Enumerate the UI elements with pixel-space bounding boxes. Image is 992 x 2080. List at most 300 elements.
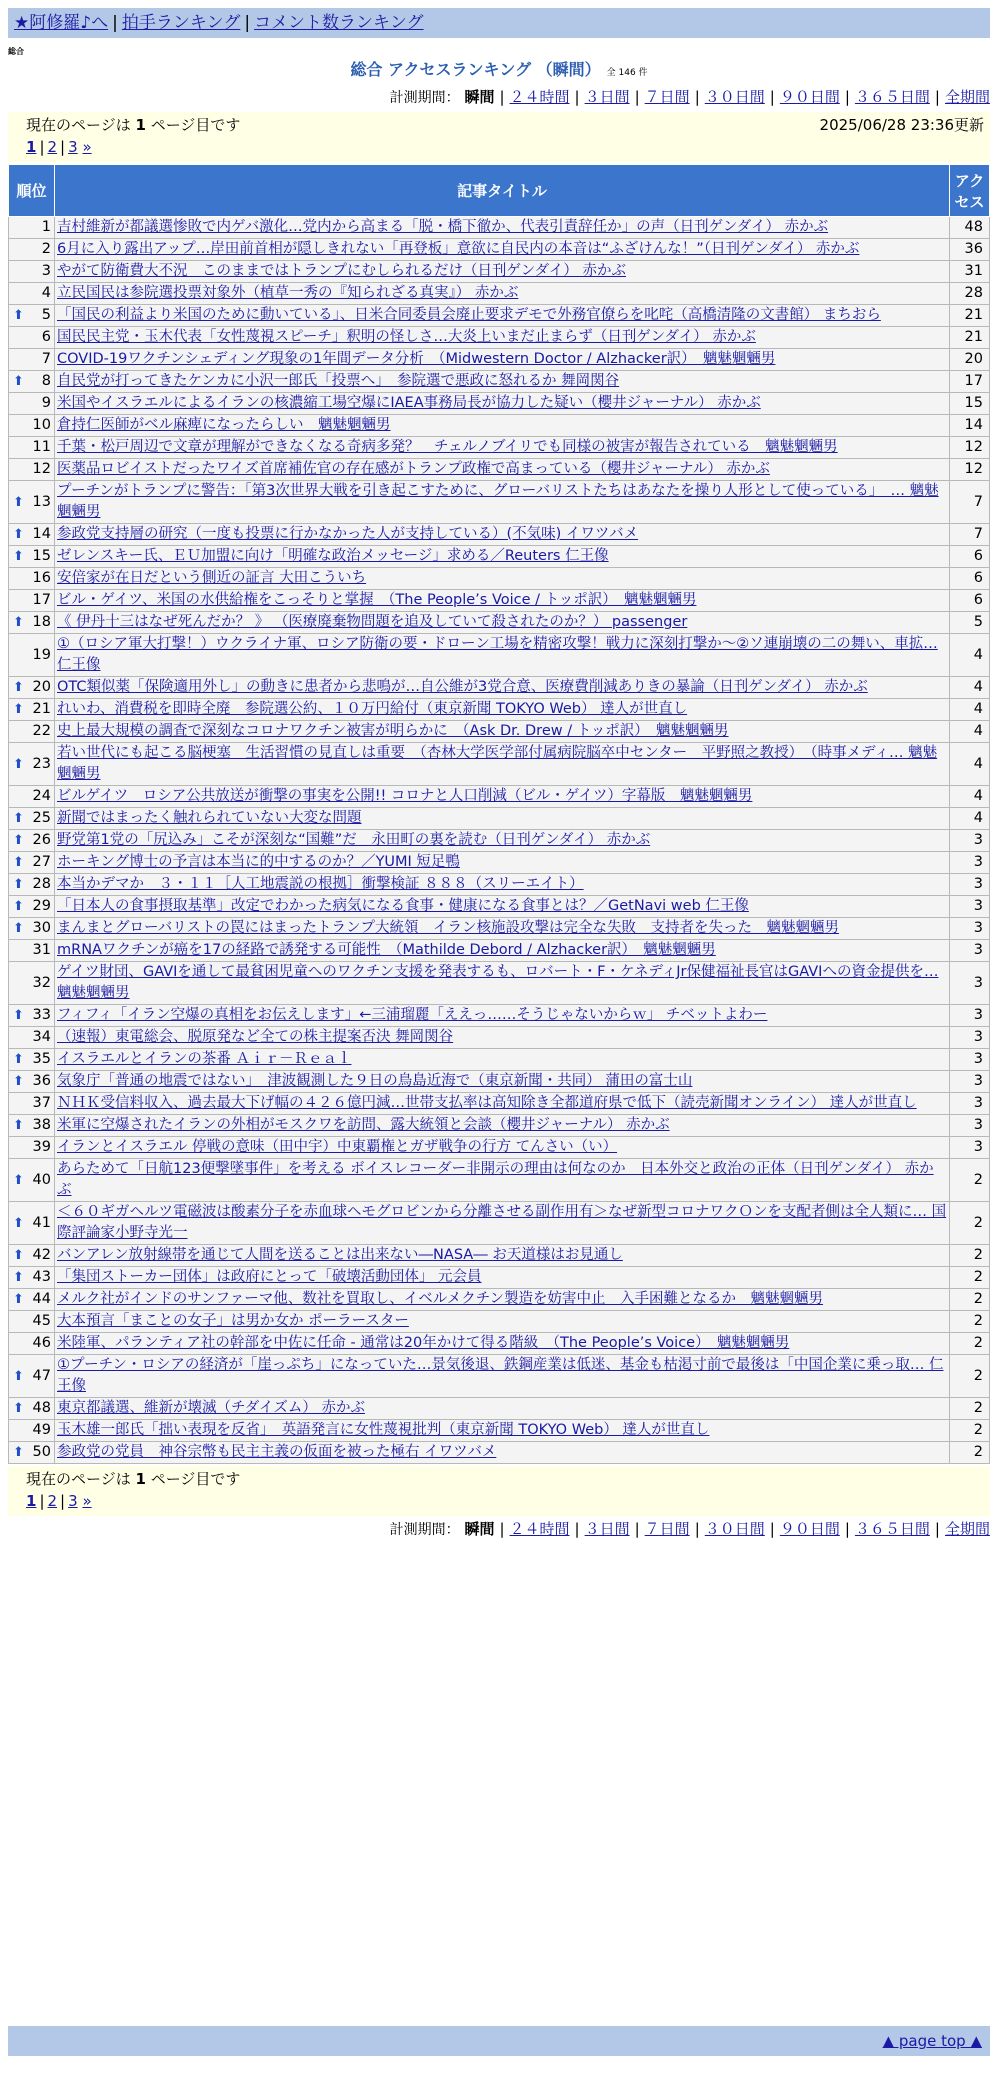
period-365d[interactable]: ３６５日間 xyxy=(854,1520,930,1538)
rank-cell xyxy=(9,962,55,1005)
page-link-current[interactable]: 1 xyxy=(26,138,37,156)
home-link[interactable]: ★阿修羅♪へ xyxy=(14,13,109,33)
page-link-3[interactable]: 3 xyxy=(68,1492,78,1510)
ranking-heading xyxy=(8,60,990,83)
rank-cell xyxy=(9,568,55,590)
rank-number: 38 xyxy=(32,1117,51,1133)
rank-cell xyxy=(9,677,55,699)
article-title-link[interactable]: プーチンがトランプに警告：「第3次世界大戦を引き起こすために、グローバリストたちはあなたを操り人形として使っている」 … 魑魅魍魎男 xyxy=(57,483,939,520)
title-cell xyxy=(55,481,950,524)
access-count: 3 xyxy=(950,1115,990,1137)
rank-up-arrow-icon: ⬆ xyxy=(13,899,24,914)
rank-number: 5 xyxy=(41,307,51,323)
rank-number: 43 xyxy=(32,1269,51,1285)
article-title-link[interactable]: 気象庁「普通の地震ではない」 津波観測した９日の鳥島近海で（東京新聞・共同） 蒲田の富士山 xyxy=(57,1073,693,1089)
period-3d[interactable]: ３日間 xyxy=(584,1520,630,1538)
rank-number: 39 xyxy=(32,1139,51,1155)
table-row xyxy=(9,393,990,415)
access-count: 6 xyxy=(950,546,990,568)
rank-cell xyxy=(9,1159,55,1202)
access-count: 3 xyxy=(950,1027,990,1049)
period-3d[interactable]: ３日間 xyxy=(584,88,630,106)
rank-number: 18 xyxy=(32,614,51,630)
access-count: 2 xyxy=(950,1398,990,1420)
rank-number: 33 xyxy=(32,1007,51,1023)
table-row xyxy=(9,1071,990,1093)
applause-ranking-link[interactable]: 拍手ランキング xyxy=(121,13,241,33)
period-all[interactable]: 全期間 xyxy=(944,88,990,106)
access-count: 3 xyxy=(950,830,990,852)
article-title-link[interactable]: ①プーチン・ロシアの経済が「崖っぷち」になっていた…景気後退、鉄鋼産業は低迷、基金も枯渇寸前で最後は「中国企業に乗っ取… 仁王像 xyxy=(57,1357,944,1394)
rank-cell xyxy=(9,239,55,261)
rank-cell xyxy=(9,305,55,327)
rank-up-arrow-icon: ⬆ xyxy=(13,1008,24,1023)
pager-bottom xyxy=(8,1466,990,1516)
table-row xyxy=(9,261,990,283)
table-row xyxy=(9,1333,990,1355)
page-top-link[interactable]: ▲ page top ▲ xyxy=(882,2032,982,2050)
table-row xyxy=(9,1245,990,1267)
table-row xyxy=(9,1289,990,1311)
column-header-title: 記事タイトル xyxy=(55,165,950,217)
rank-cell xyxy=(9,1289,55,1311)
title-cell xyxy=(55,590,950,612)
article-title-link[interactable]: ＮＨＫ受信料収入、過去最大下げ幅の４２６億円減…世帯支払率は高知除き全都道府県で低下（読売新聞オンライン） 達人が世直し xyxy=(57,1095,917,1111)
title-cell xyxy=(55,437,950,459)
rank-cell xyxy=(9,699,55,721)
rank-number: 44 xyxy=(32,1291,51,1307)
table-row xyxy=(9,1159,990,1202)
article-title-link[interactable]: ①（ロシア軍大打撃！）ウクライナ軍、ロシア防衛の要・ドローン工場を精密攻撃！戦力に深刻打撃か～②ソ連崩壊の二の舞い、車拡… 仁王像 xyxy=(57,636,938,673)
access-count: 36 xyxy=(950,239,990,261)
rank-cell xyxy=(9,1355,55,1398)
table-row xyxy=(9,415,990,437)
access-count: 5 xyxy=(950,612,990,634)
access-count: 2 xyxy=(950,1420,990,1442)
rank-cell xyxy=(9,1442,55,1464)
period-30d[interactable]: ３０日間 xyxy=(704,1520,765,1538)
title-cell xyxy=(55,612,950,634)
table-row xyxy=(9,305,990,327)
article-title-link[interactable]: 医薬品ロビイストだったワイズ首席補佐官の存在感がトランプ政権で高まっている（櫻井ジャーナル） 赤かぶ xyxy=(57,461,770,477)
title-cell xyxy=(55,721,950,743)
article-title-link[interactable]: 国民民主党・玉木代表「女性蔑視スピーチ」釈明の怪しさ…大炎上いまだ止まらず（日刊ゲンダイ） 赤かぶ xyxy=(57,329,756,345)
access-count: 2 xyxy=(950,1442,990,1464)
title-cell xyxy=(55,1245,950,1267)
table-row xyxy=(9,874,990,896)
access-count: 2 xyxy=(950,1202,990,1245)
access-count: 3 xyxy=(950,1005,990,1027)
page-link-2[interactable]: 2 xyxy=(47,138,58,156)
title-cell xyxy=(55,239,950,261)
rank-number: 22 xyxy=(32,723,51,739)
article-title-link[interactable]: ゲイツ財団、GAVIを通して最貧困児童へのワクチン支援を発表するも、ロバート・F・ケネディJr保健福祉長官はGAVIへの資金提供を… 魑魅魍魎男 xyxy=(57,964,939,1001)
title-cell xyxy=(55,393,950,415)
title-cell xyxy=(55,1333,950,1355)
rank-number: 4 xyxy=(41,285,51,301)
rank-cell xyxy=(9,261,55,283)
page-status: 現在のページは 1 ページ目です xyxy=(26,116,241,134)
table-row xyxy=(9,1027,990,1049)
article-title-link[interactable]: OTC類似薬「保険適用外し」の動きに患者から悲鳴が…自公維が3党合意、医療費削減ありきの暴論（日刊ゲンダイ） 赤かぶ xyxy=(57,679,868,695)
table-row xyxy=(9,1442,990,1464)
period-90d[interactable]: ９０日間 xyxy=(779,88,840,106)
rank-cell xyxy=(9,1245,55,1267)
title-cell xyxy=(55,852,950,874)
access-count: 3 xyxy=(950,1071,990,1093)
rank-cell xyxy=(9,415,55,437)
title-cell xyxy=(55,1202,950,1245)
update-timestamp: 2025/06/28 23:36更新 xyxy=(819,116,984,134)
article-title-link[interactable]: 《 伊丹十三はなぜ死んだか？ 》 （医療廃棄物問題を追及していて殺されたのか？） passenger xyxy=(57,614,688,630)
rank-up-arrow-icon: ⬆ xyxy=(13,833,24,848)
rank-cell xyxy=(9,612,55,634)
rank-up-arrow-icon: ⬆ xyxy=(13,702,24,717)
title-cell xyxy=(55,546,950,568)
rank-number: 14 xyxy=(32,526,51,542)
title-cell xyxy=(55,634,950,677)
rank-cell xyxy=(9,371,55,393)
article-title-link[interactable]: 米軍に空爆されたイランの外相がモスクワを訪問、露大統領と会談（櫻井ジャーナル） 赤かぶ xyxy=(57,1117,670,1133)
access-count: 4 xyxy=(950,721,990,743)
article-title-link[interactable]: 本当かデマか ３・１１［人工地震説の根拠］衝撃検証 ８８８（スリーエイト） xyxy=(57,876,584,892)
rank-number: 36 xyxy=(32,1073,51,1089)
title-cell xyxy=(55,459,950,481)
rank-up-arrow-icon: ⬆ xyxy=(13,877,24,892)
article-title-link[interactable]: mRNAワクチンが癌を17の経路で誘発する可能性 （Mathilde Debord / Alzhacker訳） 魑魅魍魎男 xyxy=(57,942,716,958)
rank-number: 31 xyxy=(32,942,51,958)
table-row xyxy=(9,743,990,786)
article-title-link[interactable]: 立民国民は参院選投票対象外（植草一秀の『知られざる真実』） 赤かぶ xyxy=(57,285,519,301)
access-count: 4 xyxy=(950,786,990,808)
table-row xyxy=(9,283,990,305)
top-navigation xyxy=(8,8,990,38)
article-title-link[interactable]: 米国やイスラエルによるイランの核濃縮工場空爆にIAEA事務局長が協力した疑い（櫻井ジャーナル） 赤かぶ xyxy=(57,395,761,411)
article-title-link[interactable]: 大本預言「まことの女子」は男か女か ポーラースター xyxy=(57,1313,409,1329)
rank-up-arrow-icon: ⬆ xyxy=(13,921,24,936)
rank-number: 45 xyxy=(32,1313,51,1329)
article-title-link[interactable]: 参政党の党員 神谷宗幣も民主主義の仮面を被った極右 イワツバメ xyxy=(57,1444,497,1460)
access-count: 2 xyxy=(950,1159,990,1202)
rank-cell xyxy=(9,1267,55,1289)
access-count: 6 xyxy=(950,590,990,612)
rank-number: 1 xyxy=(41,219,51,235)
article-title-link[interactable]: バンアレン放射線帯を通じて人間を送ることは出来ない―NASA― お天道様はお見通し xyxy=(57,1247,623,1263)
period-365d[interactable]: ３６５日間 xyxy=(854,88,930,106)
table-row xyxy=(9,459,990,481)
article-title-link[interactable]: ホーキング博士の予言は本当に的中するのか？／YUMI 短足鴨 xyxy=(57,854,460,870)
title-cell xyxy=(55,283,950,305)
access-count: 3 xyxy=(950,852,990,874)
access-count: 2 xyxy=(950,1333,990,1355)
rank-cell xyxy=(9,1333,55,1355)
article-title-link[interactable]: 若い世代にも起こる脳梗塞 生活習慣の見直しは重要 （杏林大学医学部付属病院脳卒中センター 平野照之教授） （時事メディ… 魑魅魍魎男 xyxy=(57,745,938,782)
title-cell xyxy=(55,743,950,786)
rank-up-arrow-icon: ⬆ xyxy=(13,374,24,389)
rank-cell xyxy=(9,524,55,546)
access-count: 4 xyxy=(950,634,990,677)
article-title-link[interactable]: 6月に入り露出アップ…岸田前首相が隠しきれない「再登板」意欲に自民内の本音は“ふざけんな！”（日刊ゲンダイ） 赤かぶ xyxy=(57,241,860,257)
title-cell xyxy=(55,1027,950,1049)
column-header-rank: 順位 xyxy=(9,165,55,217)
ranking-rows xyxy=(9,217,990,1464)
article-title-link[interactable]: 野党第1党の「尻込み」こそが深刻な“国難”だ 永田町の裏を読む（日刊ゲンダイ） 赤かぶ xyxy=(57,832,651,848)
table-row xyxy=(9,371,990,393)
title-cell xyxy=(55,1115,950,1137)
table-row xyxy=(9,590,990,612)
current-page: 1 xyxy=(135,1470,146,1488)
rank-up-arrow-icon: ⬆ xyxy=(13,1074,24,1089)
rank-cell xyxy=(9,1049,55,1071)
period-24h[interactable]: ２４時間 xyxy=(509,1520,570,1538)
article-title-link[interactable]: ＜６０ギガヘルツ電磁波は酸素分子を赤血球ヘモグロビンから分離させる副作用有＞なぜ新型コロナワクＯンを支配者側は全人類に… 国際評論家小野寺光一 xyxy=(57,1204,947,1241)
table-row xyxy=(9,1115,990,1137)
article-title-link[interactable]: 倉持仁医師がベル麻痺になったらしい 魑魅魍魎男 xyxy=(57,417,391,433)
title-cell xyxy=(55,1049,950,1071)
column-header-access: アクセス xyxy=(950,165,990,217)
article-title-link[interactable]: ビル・ゲイツ、米国の水供給権をこっそりと掌握 （The People’s Voice / トッポ訳） 魑魅魍魎男 xyxy=(57,592,697,608)
rank-number: 30 xyxy=(32,920,51,936)
access-count: 6 xyxy=(950,568,990,590)
comment-ranking-link[interactable]: コメント数ランキング xyxy=(254,13,424,33)
article-title-link[interactable]: 「日本人の食事摂取基準」改定でわかった病気になる食事・健康になる食事とは？／GetNavi web 仁王像 xyxy=(57,898,749,914)
rank-cell xyxy=(9,808,55,830)
rank-up-arrow-icon: ⬆ xyxy=(13,855,24,870)
period-label: 計測期間： xyxy=(389,90,460,106)
period-all[interactable]: 全期間 xyxy=(944,1520,990,1538)
rank-number: 17 xyxy=(32,592,51,608)
period-90d[interactable]: ９０日間 xyxy=(779,1520,840,1538)
rank-number: 15 xyxy=(32,548,51,564)
table-row xyxy=(9,1398,990,1420)
table-row xyxy=(9,1202,990,1245)
period-30d[interactable]: ３０日間 xyxy=(704,88,765,106)
table-row xyxy=(9,546,990,568)
rank-number: 12 xyxy=(32,461,51,477)
rank-cell xyxy=(9,1027,55,1049)
article-title-link[interactable]: 千葉・松戸周辺で文章が理解ができなくなる奇病多発？ チェルノブイリでも同様の被害が報告されている 魑魅魍魎男 xyxy=(57,439,838,455)
rank-number: 42 xyxy=(32,1247,51,1263)
rank-number: 37 xyxy=(32,1095,51,1111)
access-count: 48 xyxy=(950,217,990,239)
article-title-link[interactable]: イスラエルとイランの茶番 Ａｉｒ－Ｒｅａｌ xyxy=(57,1051,352,1067)
title-cell xyxy=(55,1005,950,1027)
title-cell xyxy=(55,874,950,896)
article-title-link[interactable]: やがて防衛費大不況 このままではトランプにむしられるだけ（日刊ゲンダイ） 赤かぶ xyxy=(57,263,626,279)
article-title-link[interactable]: （速報）東電総会、脱原発など全ての株主提案否決 舞岡関谷 xyxy=(57,1029,454,1045)
article-title-link[interactable]: 吉村維新が都議選惨敗で内ゲバ激化…党内から高まる「脱・橋下徹か、代表引責辞任か」の声（日刊ゲンダイ） 赤かぶ xyxy=(57,219,829,235)
rank-cell xyxy=(9,896,55,918)
title-cell xyxy=(55,896,950,918)
page-link-2[interactable]: 2 xyxy=(47,1492,58,1510)
rank-cell xyxy=(9,940,55,962)
rank-number: 11 xyxy=(32,439,51,455)
rank-number: 20 xyxy=(32,679,51,695)
rank-number: 19 xyxy=(32,646,51,663)
table-row xyxy=(9,786,990,808)
article-title-link[interactable]: 玉木雄一郎氏「拙い表現を反省」 英語発言に女性蔑視批判（東京新聞 TOKYO Web） 達人が世直し xyxy=(57,1422,710,1438)
access-count: 4 xyxy=(950,677,990,699)
rank-number: 35 xyxy=(32,1051,51,1067)
rank-number: 46 xyxy=(32,1335,51,1351)
next-page-link[interactable]: » xyxy=(82,1492,92,1510)
article-title-link[interactable]: 参政党支持層の研究（一度も投票に行かなかった人が支持している）(不気味) イワツバメ xyxy=(57,526,639,542)
table-row xyxy=(9,1049,990,1071)
rank-up-arrow-icon: ⬆ xyxy=(13,1215,24,1231)
table-row xyxy=(9,217,990,239)
article-title-link[interactable]: 史上最大規模の調査で深刻なコロナワクチン被害が明らかに （Ask Dr. Drew / トッポ訳） 魑魅魍魎男 xyxy=(57,723,729,739)
rank-cell xyxy=(9,217,55,239)
rank-up-arrow-icon: ⬆ xyxy=(13,1270,24,1285)
title-cell xyxy=(55,786,950,808)
table-row xyxy=(9,524,990,546)
table-row xyxy=(9,962,990,1005)
table-row xyxy=(9,721,990,743)
title-cell xyxy=(55,1398,950,1420)
table-row xyxy=(9,1267,990,1289)
rank-up-arrow-icon: ⬆ xyxy=(13,1172,24,1188)
period-24h[interactable]: ２４時間 xyxy=(509,88,570,106)
table-row xyxy=(9,612,990,634)
rank-number: 41 xyxy=(32,1214,51,1231)
article-title-link[interactable]: 「集団ストーカー団体」は政府にとって「破壊活動団体」 元会員 xyxy=(57,1269,482,1285)
access-count: 3 xyxy=(950,874,990,896)
rank-cell xyxy=(9,1137,55,1159)
rank-up-arrow-icon: ⬆ xyxy=(13,549,24,564)
rank-cell xyxy=(9,393,55,415)
title-cell xyxy=(55,1442,950,1464)
title-cell xyxy=(55,217,950,239)
rank-number: 27 xyxy=(32,854,51,870)
article-title-link[interactable]: 「国民の利益より米国のために動いている」、日米合同委員会廃止要求デモで外務官僚らを叱咤（高橋清隆の文書館） まちおら xyxy=(57,307,881,323)
rank-cell xyxy=(9,918,55,940)
article-title-link[interactable]: ゼレンスキー氏、ＥＵ加盟に向け「明確な政治メッセージ」求める／Reuters 仁王像 xyxy=(57,548,609,564)
title-cell xyxy=(55,1311,950,1333)
rank-cell xyxy=(9,546,55,568)
article-title-link[interactable]: 東京都議選、維新が壊滅（チダイズム） 赤かぶ xyxy=(57,1400,365,1416)
rank-number: 6 xyxy=(41,329,51,345)
rank-cell xyxy=(9,634,55,677)
rank-number: 2 xyxy=(41,241,51,257)
access-count: 28 xyxy=(950,283,990,305)
page-links: 1 | 2 | 3 » xyxy=(26,1492,92,1510)
article-title-link[interactable]: メルク社がインドのサンファーマ他、数社を買取し、イベルメクチン製造を妨害中止 入手困難となるか 魑魅魍魎男 xyxy=(57,1291,824,1307)
access-count: 4 xyxy=(950,699,990,721)
table-row xyxy=(9,852,990,874)
rank-cell xyxy=(9,349,55,371)
article-title-link[interactable]: 自民党が打ってきたケンカに小沢一郎氏「投票へ」 参院選で悪政に怒れるか 舞岡関谷 xyxy=(57,373,620,389)
access-count: 3 xyxy=(950,1137,990,1159)
period-7d[interactable]: ７日間 xyxy=(644,88,690,106)
rank-up-arrow-icon: ⬆ xyxy=(13,615,24,630)
nav-separator: | xyxy=(112,13,118,33)
rank-cell xyxy=(9,590,55,612)
rank-number: 21 xyxy=(32,701,51,717)
article-title-link[interactable]: あらためて「日航123便撃墜事件」を考える ボイスレコーダー非開示の理由は何なのか 日本外交と政治の正体（日刊ゲンダイ） 赤かぶ xyxy=(57,1161,934,1198)
rank-cell xyxy=(9,1420,55,1442)
period-label: 計測期間： xyxy=(389,1522,460,1538)
table-row xyxy=(9,239,990,261)
title-cell xyxy=(55,524,950,546)
rank-number: 48 xyxy=(32,1400,51,1416)
table-row xyxy=(9,1311,990,1333)
rank-number: 47 xyxy=(32,1367,51,1384)
rank-cell xyxy=(9,481,55,524)
rank-number: 9 xyxy=(41,395,51,411)
article-title-link[interactable]: ビルゲイツ ロシア公共放送が衝撃の事実を公開!! コロナと人口削減（ビル・ゲイツ）字幕版 魑魅魍魎男 xyxy=(57,788,753,804)
table-row xyxy=(9,481,990,524)
title-cell xyxy=(55,415,950,437)
access-count: 2 xyxy=(950,1245,990,1267)
rank-up-arrow-icon: ⬆ xyxy=(13,527,24,542)
page-link-3[interactable]: 3 xyxy=(68,138,78,156)
period-selector: 計測期間： 瞬間 | ２４時間 | ３日間 | ７日間 | ３０日間 | ９０日間 | ３６５日間 | 全期間 xyxy=(389,88,990,106)
nav-separator: | xyxy=(244,13,251,33)
rank-number: 34 xyxy=(32,1029,51,1045)
period-current: 瞬間 xyxy=(464,88,495,106)
period-current: 瞬間 xyxy=(464,1520,495,1538)
rank-number: 16 xyxy=(32,570,51,586)
rank-cell xyxy=(9,1005,55,1027)
rank-number: 23 xyxy=(32,755,51,772)
article-title-link[interactable]: れいわ、消費税を即時全廃 参院選公約、１０万円給付（東京新聞 TOKYO Web） 達人が世直し xyxy=(57,701,688,717)
article-title-link[interactable]: 安倍家が在日だという側近の証言 大田こういち xyxy=(57,570,367,586)
rank-cell xyxy=(9,852,55,874)
rank-number: 25 xyxy=(32,810,51,826)
title-cell xyxy=(55,371,950,393)
table-row xyxy=(9,896,990,918)
rank-up-arrow-icon: ⬆ xyxy=(13,756,24,772)
rank-number: 29 xyxy=(32,898,51,914)
rank-cell xyxy=(9,437,55,459)
ranking-count: 全 146 件 xyxy=(606,68,648,78)
title-cell xyxy=(55,1420,950,1442)
rank-cell xyxy=(9,786,55,808)
rank-number: 28 xyxy=(32,876,51,892)
article-title-link[interactable]: COVID-19ワクチンシェディング現象の1年間データ分析 （Midwestern Doctor / Alzhacker訳） 魑魅魍魎男 xyxy=(57,351,776,367)
period-7d[interactable]: ７日間 xyxy=(644,1520,690,1538)
rank-number: 32 xyxy=(32,974,51,991)
bottom-navigation xyxy=(8,2026,990,2056)
article-title-link[interactable]: イランとイスラエル 停戦の意味（田中宇）中東覇権とガザ戦争の行方 てんさい（い） xyxy=(57,1139,618,1155)
rank-number: 40 xyxy=(32,1171,51,1188)
table-row xyxy=(9,349,990,371)
table-row xyxy=(9,568,990,590)
table-row xyxy=(9,634,990,677)
access-count: 21 xyxy=(950,327,990,349)
rank-number: 26 xyxy=(32,832,51,848)
category-label: 総合 xyxy=(8,47,24,56)
title-cell xyxy=(55,1267,950,1289)
article-title-link[interactable]: 新聞ではまったく触れられていない大変な問題 xyxy=(57,810,362,826)
rank-number: 24 xyxy=(32,788,51,804)
page-link-current[interactable]: 1 xyxy=(26,1492,37,1510)
rank-number: 10 xyxy=(32,417,51,433)
next-page-link[interactable]: » xyxy=(82,138,92,156)
title-cell xyxy=(55,349,950,371)
rank-cell xyxy=(9,1202,55,1245)
article-title-link[interactable]: フィフィ「イラン空爆の真相をお伝えします」←三浦瑠麗「ええっ……そうじゃないからｗ」 チベットよわー xyxy=(57,1007,768,1023)
table-row xyxy=(9,940,990,962)
article-title-link[interactable]: まんまとグローバリストの罠にはまったトランプ大統領 イラン核施設攻撃は完全な失敗 支持者を失った 魑魅魍魎男 xyxy=(57,920,839,936)
rank-cell xyxy=(9,327,55,349)
rank-up-arrow-icon: ⬆ xyxy=(13,494,24,510)
access-count: 2 xyxy=(950,1355,990,1398)
access-count: 3 xyxy=(950,1049,990,1071)
article-title-link[interactable]: 米陸軍、パランティア社の幹部を中佐に任命 - 通常は20年かけて得る階級 （The People’s Voice） 魑魅魍魎男 xyxy=(57,1335,790,1351)
rank-up-arrow-icon: ⬆ xyxy=(13,1445,24,1460)
rank-cell xyxy=(9,721,55,743)
